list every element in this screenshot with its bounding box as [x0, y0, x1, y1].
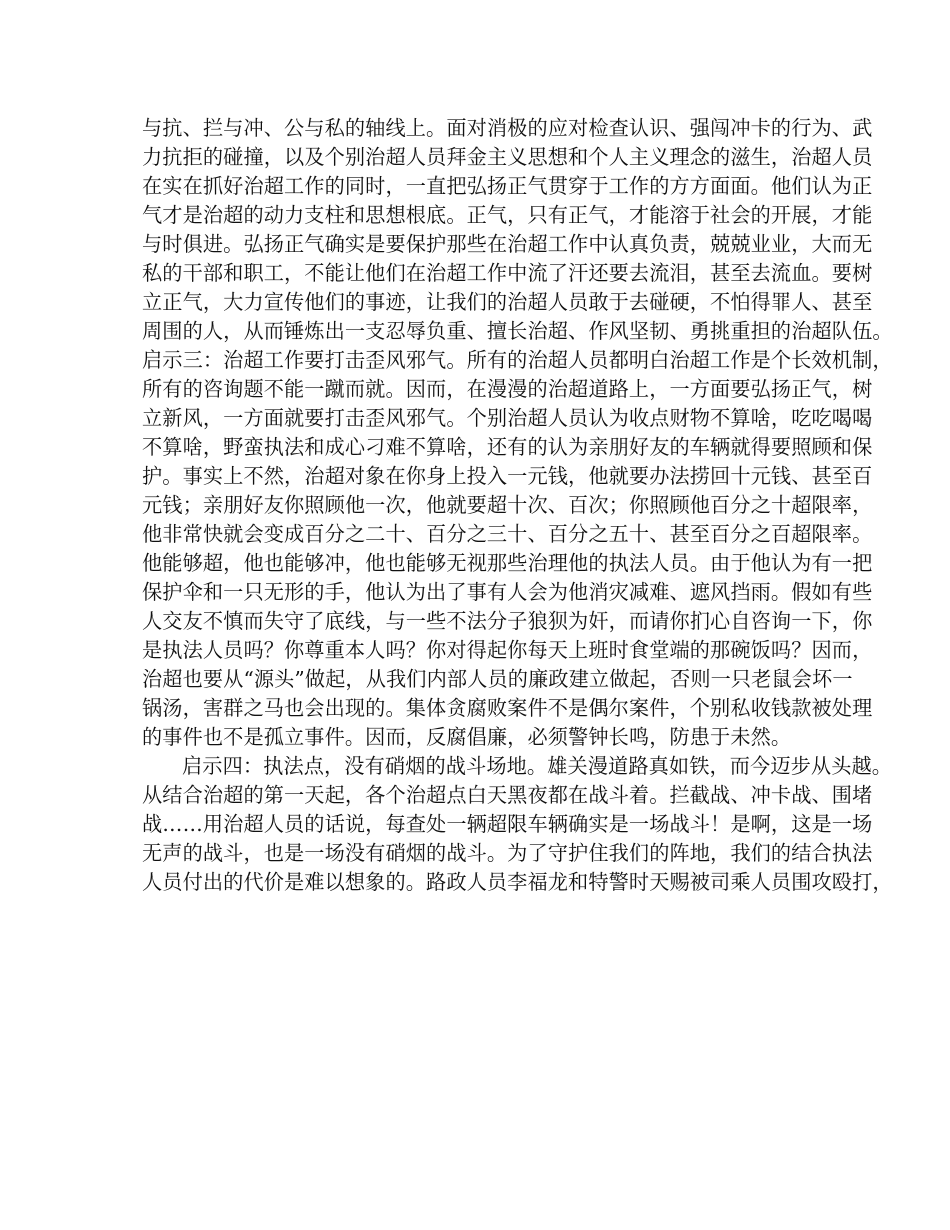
text-line: 与时俱进。弘扬正气确实是要保护那些在治超工作中认真负责，兢兢业业，大而无 — [142, 232, 873, 256]
text-line: 是执法人员吗？你尊重本人吗？你对得起你每天上班时食堂端的那碗饭吗？因而， — [142, 638, 873, 662]
text-line: 无声的战斗，也是一场没有硝烟的战斗。为了守护住我们的阵地，我们的结合执法 — [142, 841, 873, 865]
text-line: 保护伞和一只无形的手，他认为出了事有人会为他消灾减难、遮风挡雨。假如有些 — [142, 580, 873, 604]
text-line: 锅汤，害群之马也会出现的。集体贪腐败案件不是偶尔案件，个别私收钱款被处理 — [142, 696, 873, 720]
text-line: 的事件也不是孤立事件。因而，反腐倡廉，必须警钟长鸣，防患于未然。 — [142, 725, 792, 749]
text-line: 人交友不慎而失守了底线，与一些不法分子狼狈为奸，而请你扪心自咨询一下，你 — [142, 609, 873, 633]
text-line: 启示三：治超工作要打击歪风邪气。所有的治超人员都明白治超工作是个长效机制， — [142, 348, 893, 372]
text-line: 战……用治超人员的话说，每查处一辆超限车辆确实是一场战斗！是啊，这是一场 — [142, 812, 873, 836]
text-line: 从结合治超的第一天起，各个治超点白天黑夜都在战斗着。拦截战、冲卡战、围堵 — [142, 783, 873, 807]
text-line: 他能够超，他也能够冲，他也能够无视那些治理他的执法人员。由于他认为有一把 — [142, 551, 873, 575]
text-line: 与抗、拦与冲、公与私的轴线上。面对消极的应对检查认识、强闯冲卡的行为、武 — [142, 116, 873, 140]
text-line: 所有的咨询题不能一蹴而就。因而，在漫漫的治超道路上，一方面要弘扬正气，树 — [142, 377, 873, 401]
text-line: 气才是治超的动力支柱和思想根底。正气，只有正气，才能溶于社会的开展，才能 — [142, 203, 873, 227]
text-line: 立正气，大力宣传他们的事迹，让我们的治超人员敢于去碰硬，不怕得罪人、甚至 — [142, 290, 873, 314]
text-line: 周围的人，从而锤炼出一支忍辱负重、擅长治超、作风坚韧、勇挑重担的治超队伍。 — [142, 319, 893, 343]
text-line: 在实在抓好治超工作的同时，一直把弘扬正气贯穿于工作的方方面面。他们认为正 — [142, 174, 873, 198]
text-line: 私的干部和职工，不能让他们在治超工作中流了汗还要去流泪，甚至去流血。要树 — [142, 261, 873, 285]
text-line: 立新风，一方面就要打击歪风邪气。个别治超人员认为收点财物不算啥，吃吃喝喝 — [142, 406, 873, 430]
text-line: 他非常快就会变成百分之二十、百分之三十、百分之五十、甚至百分之百超限率。 — [142, 522, 873, 546]
text-line: 力抗拒的碰撞，以及个别治超人员拜金主义思想和个人主义理念的滋生，治超人员 — [142, 145, 873, 169]
text-line: 不算啥，野蛮执法和成心刁难不算啥，还有的认为亲朋好友的车辆就得要照顾和保 — [142, 435, 873, 459]
text-line: 护。事实上不然，治超对象在你身上投入一元钱，他就要办法捞回十元钱、甚至百 — [142, 464, 873, 488]
text-line: 治超也要从“源头”做起，从我们内部人员的廉政建立做起，否则一只老鼠会坏一 — [142, 667, 853, 691]
text-line: 人员付出的代价是难以想象的。路政人员李福龙和特警时天赐被司乘人员围攻殴打， — [142, 870, 893, 894]
text-line: 元钱；亲朋好友你照顾他一次，他就要超十次、百次；你照顾他百分之十超限率， — [142, 493, 873, 517]
paragraph-start-line: 启示四：执法点，没有硝烟的战斗场地。雄关漫道路真如铁，而今迈步从头越。 — [182, 754, 893, 778]
body-text — [142, 114, 893, 897]
